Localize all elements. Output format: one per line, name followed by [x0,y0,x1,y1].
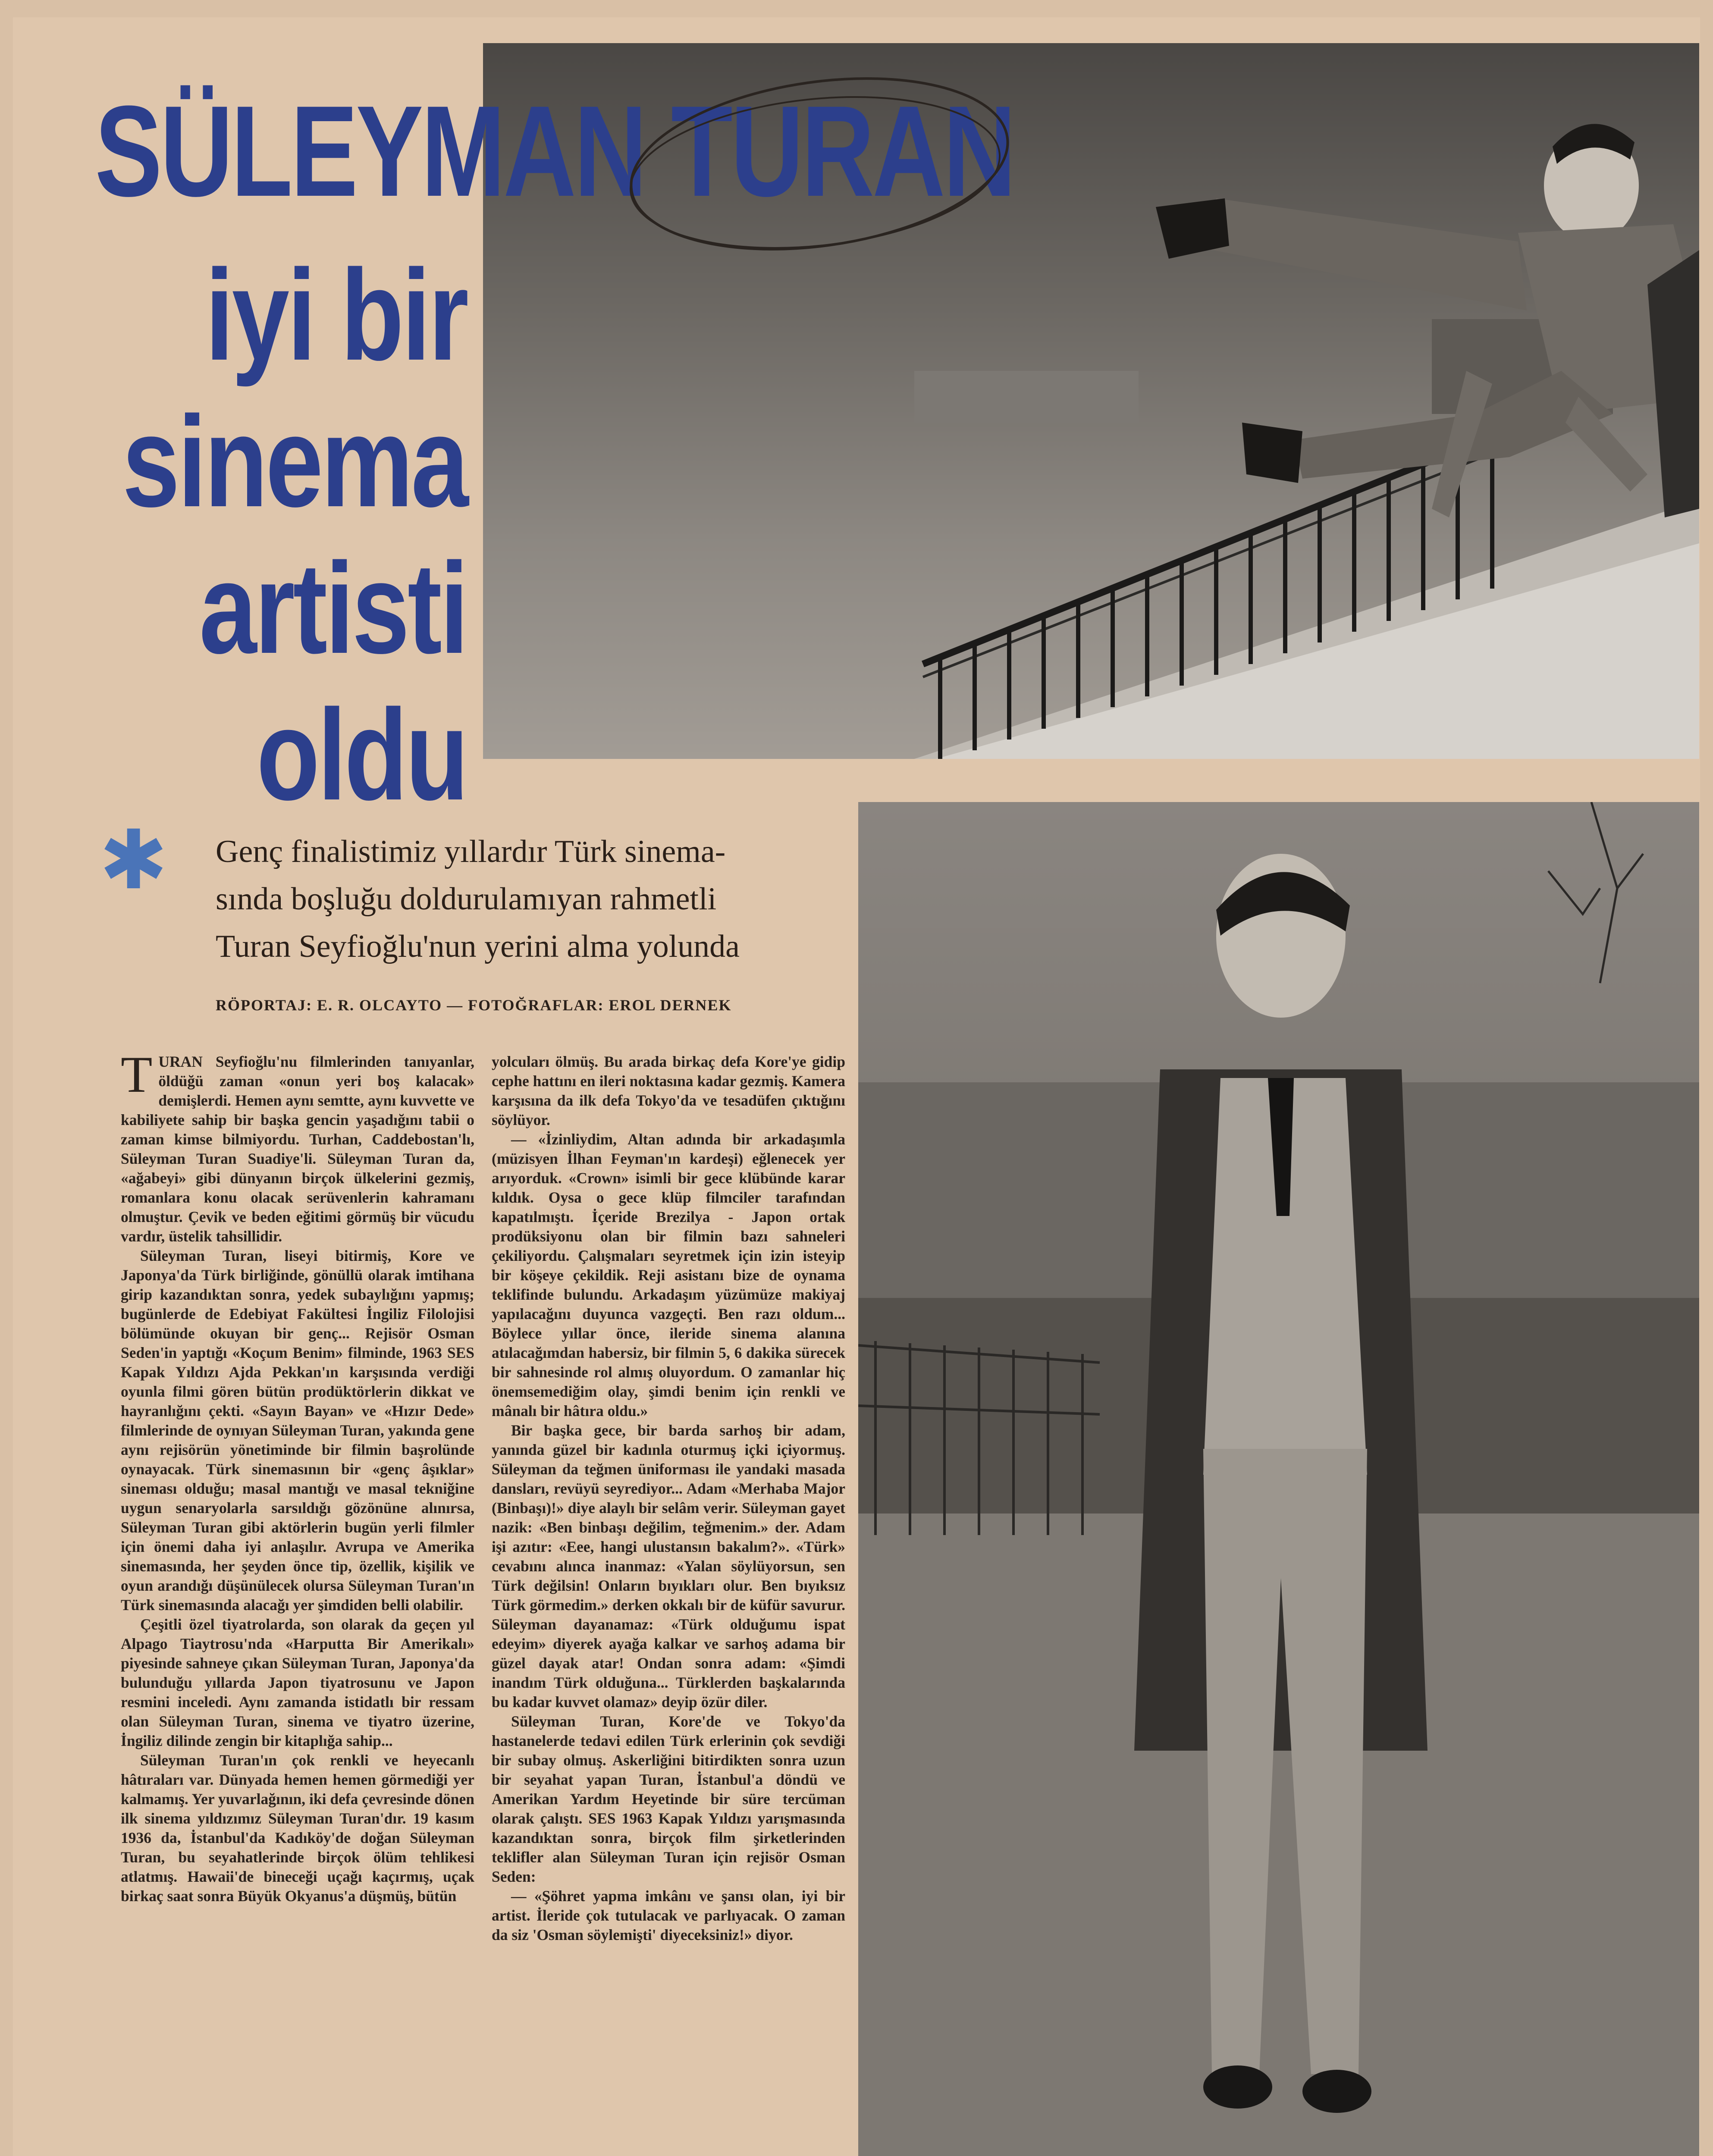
article-paragraph: — «İzinliydim, Altan adında bir arkadaşımla (müzisyen İlhan Feyman'ın kardeşi) eğlenecek yer arıyorduk. «Crown» isimli bir gece klübünde karar kıldık. Oysa o gece klüp filmciler tarafından kapatılmıştı. İçeride Brezilya - Japon ortak prodüksiyonu olan bir filmin bazı sahneleri çekiliyordu. Çalışmaları seyretmek için izin isteyip bir köşeye çekildik. Reji asistanı bize de oynama teklifinde bulundu. Arkadaşım yüzümüze makiyaj yapılacağını duyunca vazgeçti. Ben razı oldum... Böylece yıllar önce, ileride sinema alanına atılacağımdan habersiz, bir filmin 5, 6 dakika sürecek bir sahnesinde rol almış oluyordum. O zamanlar hiç önemsemediğim olay, şimdi benim için renkli ve mânalı bir hâtıra oldu.» [492,1131,845,1420]
deck-line: Turan Seyfioğlu'nun yerini alma yolunda [216,929,740,964]
asterisk-icon: ✱ [99,812,168,908]
article-paragraph: Süleyman Turan, Kore'de ve Tokyo'da hastanelerde tedavi edilen Türk erlerinin çok sevdiği bir subay olmuş. Askerliğini bitirdikten sonra uzun bir seyahat yapan Turan, İstanbul'a döndü ve Amerikan Yardım Heyetinde bir süre tercüman olarak çalıştı. SES 1963 Kapak Yıldızı yarışmasında kazandıktan sonra, birçok film şirketlerinden teklifler alan Süleyman Turan için rejisör Osman Seden: [492,1713,845,1885]
pen-circle-mark [612,65,1026,306]
headline-line-4: oldu [256,682,467,827]
headline-line-2: sinema [122,389,467,534]
headline-name: SÜLEYMAN TURAN [95,78,1014,223]
deck-line: Genç finalistimiz yıllardır Türk sinema- [216,834,726,869]
article-paragraph: Bir başka gece, bir barda sarhoş bir adam, yanında güzel bir kadınla oturmuş içki içiyormuş. Süleyman da teğmen üniforması ile yandaki masada dansları, revüyü seyrediyor... Adam «Merhaba Major (Binbaşı)!» diye alaylı bir selâm verir. Süleyman gayet nazik: «Ben binbaşı değilim, teğmenim.» der. Adam işi azıtır: «Eee, hangi ulustansın bakalım?». «Türk» cevabını alınca inanmaz: «Yalan söylüyorsun, sen Türk değilsin! Onların bıyıkları olur. Ben bıyıksız Türk görmedim.» derken okkalı bir de küfür savurur. Süleyman dayanamaz: «Türk olduğumu ispat edeyim» diyerek ayağa kalkar ve sarhoş adama bir güzel dayak atar! Ondan sonra adam: «Şimdi inandım Türk olduğuna... Türklerden başkalarında bu kadar kuvvet olamaz» deyip özür diler. [492,1422,845,1711]
article-column-2 [492,1052,845,1945]
article-paragraph: yolcuları ölmüş. Bu arada birkaç defa Kore'ye gidip cephe hattını en ileri noktasına kadar gezmiş. Kamera karşısına da ilk defa Tokyo'da ve tesadüfen çıktığını söylüyor. [492,1053,845,1128]
byline-credits: RÖPORTAJ: E. R. OLCAYTO — FOTOĞRAFLAR: EROL DERNEK [216,997,732,1014]
drop-cap: T [121,1046,153,1103]
article-paragraph: Süleyman Turan'ın çok renkli ve heyecanlı hâtıraları var. Dünyada hemen hemen görmediği yer kalmamış. Yer yuvarlağının, iki defa çevresinde dönen ilk sinema yıldızımız Süleyman Turan'dır. 19 kasım 1936 da, İstanbul'da Kadıköy'de doğan Süleyman Turan, bu seyahatlerinde birçok ölüm tehlikesi atlatmış. Hawaii'de bineceği uçağı kaçırmış, uçak birkaç saat sonra Büyük Okyanus'a düşmüş, bütün [121,1752,474,1905]
article-paragraph: Çeşitli özel tiyatrolarda, son olarak da geçen yıl Alpago Tiaytrosu'nda «Harputta Bir Amerikalı» piyesinde sahneye çıkan Süleyman Turan, Japonya'da bulunduğu yıllarda Japon tiyatrosunu ve Japon resmini inceledi. Aynı zamanda istidatlı bir ressam olan Süleyman Turan, sinema ve tiyatro üzerine, İngiliz dilinde zengin bir kitaplığa sahip... [121,1616,474,1749]
headline-line-1: iyi bir [205,242,467,387]
article-paragraph: — «Şöhret yapma imkânı ve şansı olan, iyi bir artist. İleride çok tutulacak ve parlıyacak. O zaman da siz 'Osman söylemişti' diyeceksiniz!» diyor. [492,1887,845,1943]
magazine-page [13,17,1700,2156]
article-paragraph: Süleyman Turan, liseyi bitirmiş, Kore ve Japonya'da Türk birliğinde, gönüllü olarak imtihana girip kazandıktan sonra, yedek subaylığını yapmış; bugünlerde de Edebiyat Fakültesi İngiliz Filolojisi bölümünde okuyan bir genç... Rejisör Osman Seden'in yaptığı «Koçum Benim» filminde, 1963 SES Kapak Yıldızı Ajda Pekkan'ın karşısında verdiği oyunla filmi gören bütün prodüktörlerin dikkat ve hayranlığını çekti. «Sayın Bayan» ve «Hızır Dede» filmlerinde de oynıyan Süleyman Turan, yakında gene aynı rejisörün yönetiminde bir filmin başrolünde oynayacak. Türk sinemasının bir «genç âşıklar» sineması olduğu; masal mantığı ve masal tekniğine uygun senaryolarla sarsıldığı gözönüne alınırsa, Süleyman Turan gibi aktörlerin bugün yerli filmler için önemi daha iyi anlaşılır. Avrupa ve Amerika sinemasında, her şeyden önce tip, özellik, kişilik ve oyun arandığı düşünülecek olursa Süleyman Turan'ın Türk sinemasında alacağı yer şimdiden belli olabilir. [121,1247,474,1614]
headline-line-3: artisti [199,536,467,680]
article-column-1 [121,1046,474,1906]
article-paragraph: TURAN Seyfioğlu'nu filmlerinden tanıyanlar, öldüğü zaman «onun yeri boş kalacak» demişlerdi. Hemen aynı semtte, aynı kuvvette ve kabiliyete sahip bir başka gencin yaşadığını tabii o zaman kimse bilmiyordu. Turhan, Caddebostan'lı, Süleyman Turan Suadiye'li. Süleyman Turan da, «ağabeyi» gibi dünyanın birçok ülkelerini gezmiş, romanlara konu olacak serüvenlerin kahramanı olmuştur. Çevik ve beden eğitimi görmüş bir vücudu vardır, üstelik tahsillidir. [121,1046,474,1245]
deck-line: sında boşluğu doldurulamıyan rahmetli [216,881,717,917]
deck-subtitle [216,828,837,970]
photo-walking-in-coat [858,802,1699,2156]
